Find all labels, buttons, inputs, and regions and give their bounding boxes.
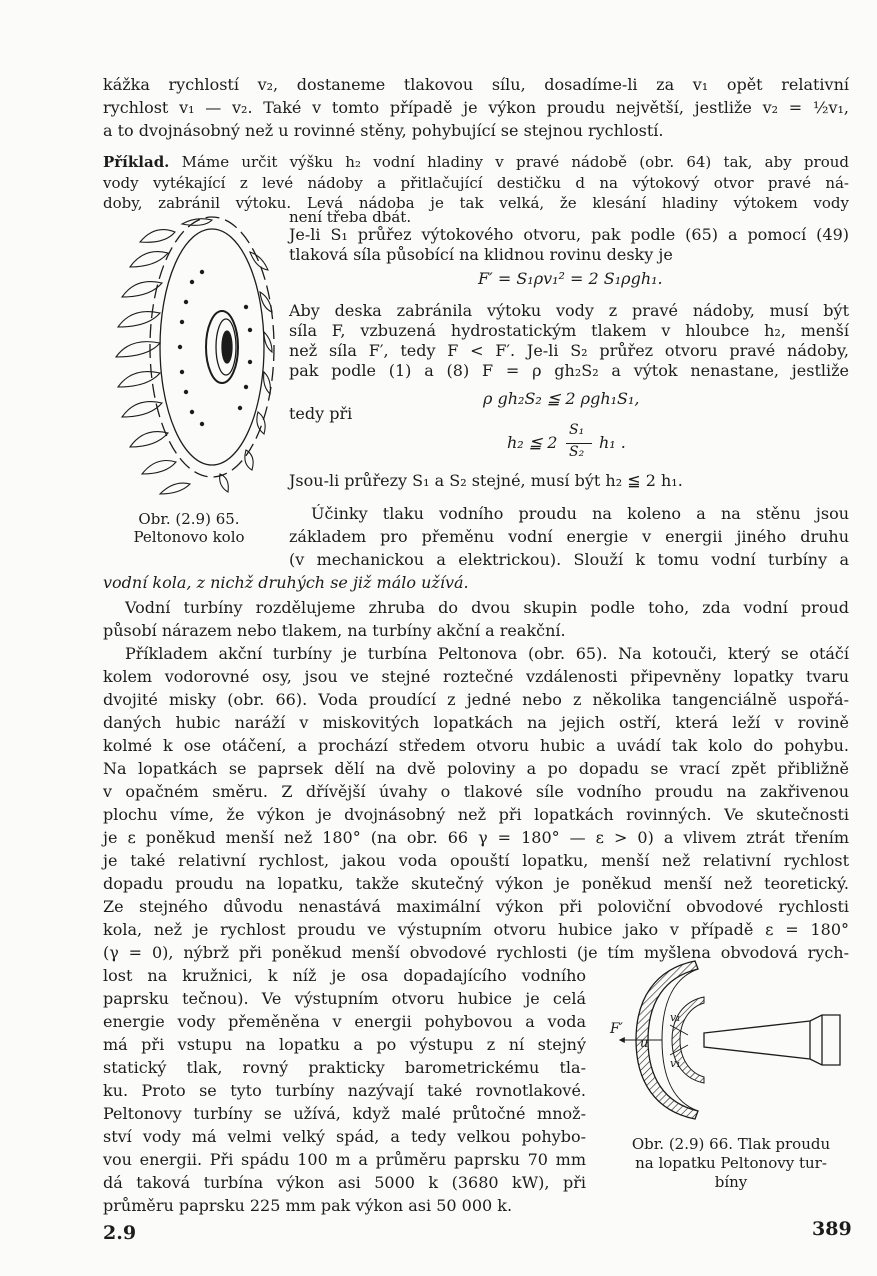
pelton-line-20: ku. Proto se tyto turbíny nazývají také rovnotlakové. xyxy=(103,1081,586,1100)
example-line-5: Je-li S₁ průřez výtokového otvoru, pak podle (65) a pomocí (49) xyxy=(289,225,849,244)
pelton-line-21: Peltonovy turbíny se užívá, když malé průtočné množ- xyxy=(103,1104,586,1123)
pelton-line-25: průměru paprsku 225 mm pak výkon asi 50 000 k. xyxy=(103,1196,513,1215)
example-line-3: doby, zabránil výtoku. Levá nádoba je tak velká, že klesání hladiny výtokem vody xyxy=(103,194,849,212)
pelton-line-19: statický tlak, rovný prakticky barometrickému tla- xyxy=(103,1058,586,1077)
pelton-line-23: vou energii. Při spádu 100 m a průměru paprsku 70 mm xyxy=(103,1150,586,1169)
intro-line-3: a to dvojnásobný než u rovinné stěny, pohybující se stejnou rychlostí. xyxy=(103,121,664,140)
eq3-den: S₂ xyxy=(569,444,585,460)
pelton-line-16: paprsku tečnou). Ve výstupním otvoru hubice je celá xyxy=(103,989,586,1008)
example-line-8: síla F, vzbuzená hydrostatickým tlakem v hloubce h₂, menší xyxy=(289,321,849,340)
pelton-wheel-drawing xyxy=(100,212,280,512)
example-line-10: pak podle (1) a (8) F = ρ gh₂S₂ a výtok nenastane, jestliže xyxy=(289,361,849,380)
eq3-right: h₁ . xyxy=(599,433,626,452)
page-number: 389 xyxy=(812,1218,852,1240)
jet-nozzle xyxy=(704,1015,840,1065)
pelton-line-13: kola, než je rychlost proudu ve výstupním otvoru hubice jako v případě ε = 180° xyxy=(103,920,849,939)
fig66-caption-line-1: Obr. (2.9) 66. Tlak proudu xyxy=(631,1135,831,1153)
pelton-line-8: plochu víme, že výkon je dvojnásobný než při lopatkách rovinných. Ve skutečnosti xyxy=(103,805,849,824)
pelton-line-24: dá taková turbína výkon asi 5000 k (3680 kW), při xyxy=(103,1173,586,1192)
fig65-caption-line-2: Peltonovo kolo xyxy=(133,528,245,546)
pelton-line-18: má při vstupu na lopatku a po výstupu z ní stejný xyxy=(103,1035,586,1054)
equation-force: F′ = S₁ρv₁² = 2 S₁ρgh₁. xyxy=(478,269,663,288)
effects-line-3-text: (v mechanickou a elektrickou). Slouží k tomu vodní turbíny a xyxy=(289,550,849,569)
example-line-6: tlaková síla působící na klidnou rovinu desky je xyxy=(289,245,673,264)
intro-line-2: rychlost v₁ — v₂. Také v tomto případě je výkon proudu největší, jestliže v₂ = ½v₁, xyxy=(103,98,849,117)
label-force: F′ xyxy=(610,1021,623,1037)
fig65-caption-line-1: Obr. (2.9) 65. xyxy=(138,510,240,528)
pelton-line-7: v opačném směru. Z dřívější úvahy o tlakové síle vodního proudu na zakřivenou xyxy=(103,782,849,801)
example-line-9: než síla F′, tedy F < F′. Je-li S₂ průřez otvoru pravé nádoby, xyxy=(289,341,849,360)
eq3-left: h₂ ≦ 2 xyxy=(507,433,558,452)
figure-pelton-wheel xyxy=(100,212,280,512)
fig66-caption-line-2: na lopatku Peltonovy tur- xyxy=(635,1154,827,1172)
label-v1-top: v₁ xyxy=(670,1011,681,1024)
pelton-line-12: Ze stejného důvodu nenastává maximální výkon při poloviční obvodové rychlosti xyxy=(103,897,849,916)
wheel-disc xyxy=(160,229,264,465)
pelton-line-14: (γ = 0), nýbrž při poněkud menší obvodové rychlosti (je tím myšlena obvodová rych- xyxy=(103,943,849,962)
conclusion: Jsou-li průřezy S₁ a S₂ stejné, musí být h₂ ≦ 2 h₁. xyxy=(289,471,683,490)
effects-line-2: základem pro přeměnu vodní energie v energii jiného druhu xyxy=(289,527,849,546)
effects-line-4: vodní kola, z nichž druhých se již málo užívá. xyxy=(103,573,469,592)
pelton-line-3: dvojité misky (obr. 66). Voda proudící z jedné nebo z několika tangenciálně uspořá- xyxy=(103,690,849,709)
pelton-line-2: kolem vodorovné osy, jsou ve stejné roztečné vzdálenosti připevněny lopatky tvaru xyxy=(103,667,849,686)
groups-line-2: působí nárazem nebo tlakem, na turbíny akční a reakční. xyxy=(103,621,566,640)
pelton-line-1: Příkladem akční turbíny je turbína Peltonova (obr. 65). Na kotouči, který se otáčí xyxy=(125,644,849,663)
pelton-line-15: lost na kružnici, k níž je osa dopadajícího vodního xyxy=(103,966,586,985)
figure-pelton-bucket xyxy=(600,955,856,1125)
effects-line-1: Účinky tlaku vodního proudu na koleno a na stěnu jsou xyxy=(311,504,849,523)
pelton-line-11: dopadu proudu na lopatku, takže skutečný výkon je poněkud menší než teoretický. xyxy=(103,874,849,893)
example-line-2: vody vytékající z levé nádoby a přitlačující destičku d na výtokový otvor pravé ná- xyxy=(103,174,849,192)
effects-line-3 xyxy=(289,549,849,571)
example-label: Příklad. xyxy=(103,153,170,171)
pelton-line-5: kolmé k ose otáčení, a prochází středem otvoru hubic a uvádí tak kolo do pohybu. xyxy=(103,736,849,755)
pelton-line-22: ství vody má velmi velký spád, a tedy velkou pohybo- xyxy=(103,1127,586,1146)
example-line-1 xyxy=(103,151,849,173)
pelton-bucket-drawing xyxy=(600,955,856,1125)
intro-line-1: kážka rychlostí v₂, dostaneme tlakovou sílu, dosadíme-li za v₁ opět relativní xyxy=(103,75,849,94)
bucket-ring xyxy=(150,217,274,477)
pelton-line-17: energie vody přeměněna v energii pohybovou a voda xyxy=(103,1012,586,1031)
axle xyxy=(222,331,232,363)
label-u: u xyxy=(640,1036,649,1051)
label-v1-bottom: v₁ xyxy=(670,1057,681,1070)
example-line-7: Aby deska zabránila výtoku vody z pravé nádoby, musí být xyxy=(289,301,849,320)
tedy-pri: tedy při xyxy=(289,404,353,423)
eq3-num: S₁ xyxy=(569,422,585,438)
equation-inequality: ρ gh₂S₂ ≦ 2 ρgh₁S₁, xyxy=(483,389,640,408)
example-line-1-text: Máme určit výšku h₂ vodní hladiny v pravé nádobě (obr. 64) tak, aby proud xyxy=(181,153,849,171)
pelton-line-6: Na lopatkách se paprsek dělí na dvě poloviny a po dopadu se vrací zpět přibližně xyxy=(103,759,849,778)
pelton-line-10: je také relativní rychlost, jakou voda opouští lopatku, menší než relativní rychlost xyxy=(103,851,849,870)
pelton-line-4: daných hubic naráží v miskovitých lopatkách na jejich ostří, která leží v rovině xyxy=(103,713,849,732)
fig66-caption-line-3: bíny xyxy=(714,1173,748,1191)
example-line-4: není třeba dbát. xyxy=(289,208,412,226)
bolt-holes xyxy=(178,270,252,426)
pelton-line-9: je ε poněkud menší než 180° (na obr. 66 γ = 180° — ε > 0) a vlivem ztrát třením xyxy=(103,828,849,847)
groups-line-1: Vodní turbíny rozdělujeme zhruba do dvou skupin podle toho, zda vodní proud xyxy=(125,598,849,617)
section-number: 2.9 xyxy=(103,1222,137,1244)
